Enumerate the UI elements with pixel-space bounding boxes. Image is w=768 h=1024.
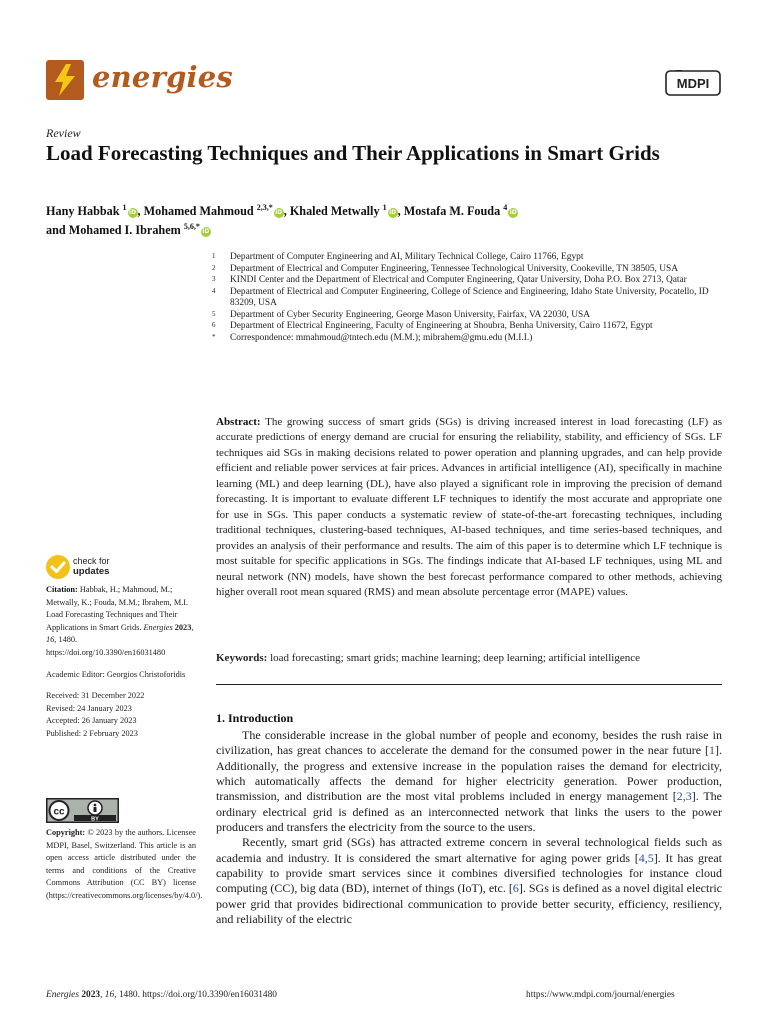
affiliation-item xyxy=(212,275,732,287)
orcid-icon[interactable]: iD xyxy=(202,228,210,236)
orcid-icon[interactable]: iD xyxy=(389,209,397,217)
affiliation-number: 4 xyxy=(212,286,216,295)
cc-by-license-icon[interactable] xyxy=(46,798,119,823)
updates-label: updates xyxy=(73,566,110,577)
energies-logo-icon xyxy=(46,60,84,100)
paragraph xyxy=(216,835,722,927)
author-affiliation-mark: 2,3,* xyxy=(256,203,273,212)
journal-name: energies xyxy=(92,60,233,94)
revised-date: Revised: 24 January 2023 xyxy=(46,703,132,713)
author-affiliation-mark: 5,6,* xyxy=(183,222,200,232)
keywords xyxy=(216,651,726,666)
mdpi-logo-icon xyxy=(665,70,721,96)
citation-text: Habbak, H.; Mahmoud, M.; Metwally, K.; Fouda, M.M.; Ibrahem, M.I. Load Forecasting Techniques and Their Applications in Smart Grids. xyxy=(46,585,189,632)
paragraph-text: ]. The ordinary electrical grid is defined as an interconnected network that links the users to the power producers and transfers the electricity from the source to the users. xyxy=(216,789,723,835)
paragraph-text: ]. SGs is defined as a novel digital electric power grid that provides bidirectional communication to provide better security, efficiency, resiliency, and reliability of the electric xyxy=(216,881,722,927)
keywords-text: load forecasting; smart grids; machine learning; deep learning; artificial intelligence xyxy=(270,652,640,664)
author-name[interactable]: Hany Habbak xyxy=(46,204,120,219)
copyright-label: Copyright: xyxy=(46,828,86,837)
citation-doi[interactable]: , 1480. https://doi.org/10.3390/en16031480 xyxy=(46,635,166,657)
section-heading: 1. Introduction xyxy=(216,711,294,725)
author-name[interactable]: Mostafa M. Fouda xyxy=(403,204,501,219)
paragraph-text: ]. It has great capability to provide smart services since it combines diversified technologies for instance cloud computing (CC), big data (BD), internet of things (IoT), etc. [ xyxy=(216,850,722,896)
affiliation-text: Department of Electrical and Computer Engineering, College of Science and Engineering, Idaho State University, Pocatello, ID 83209, USA xyxy=(230,286,709,308)
check-circle-icon xyxy=(46,555,70,579)
affiliation-text: Department of Electrical Engineering, Faculty of Engineering at Shoubra, Benha University, Cairo 11672, Egypt xyxy=(230,321,653,331)
received-date: Received: 31 December 2022 xyxy=(46,691,145,701)
check-for-updates-badge[interactable] xyxy=(46,555,166,579)
footer-doi[interactable]: , 1480. https://doi.org/10.3390/en16031480 xyxy=(114,990,277,1000)
author-connector: and xyxy=(46,223,66,238)
abstract xyxy=(216,415,722,600)
correspondence-item xyxy=(212,333,732,345)
affiliation-list xyxy=(212,252,732,344)
affiliation-number: 6 xyxy=(212,321,216,329)
author-name[interactable]: Khaled Metwally xyxy=(289,204,380,219)
citation-block: Citation: Habbak, H.; Mahmoud, M.; Metwally, K.; Fouda, M.M.; Ibrahem, M.I. Load Forecasting Techniques and Their Applications in Smart Grids. Energies 2023, 16, 1480. https://doi.org/10.3390/en16031480 xyxy=(46,585,194,657)
dates-block xyxy=(46,690,198,740)
accepted-date: Accepted: 26 January 2023 xyxy=(46,716,137,726)
abstract-label: Abstract: xyxy=(216,416,261,428)
introduction-body xyxy=(216,728,722,927)
orcid-icon[interactable]: iD xyxy=(509,209,517,217)
footer-journal-url[interactable]: https://www.mdpi.com/journal/energies xyxy=(526,990,675,1000)
citation-year: 2023 xyxy=(174,622,192,632)
footer-volume: 16 xyxy=(104,990,115,1000)
author-affiliation-mark: 4 xyxy=(503,203,508,212)
affiliation-item xyxy=(212,321,732,333)
paragraph xyxy=(216,728,722,835)
author-name[interactable]: Mohamed Mahmoud xyxy=(143,204,254,219)
copyright-text: © 2023 by the authors. Licensee MDPI, Basel, Switzerland. This article is an open access article distributed under the terms and conditions of the Creative Commons Attribution (CC BY) license (https://creativecommons.org/licenses/by/4.0/). xyxy=(46,828,203,900)
citation-journal: Energies xyxy=(143,622,173,632)
affiliation-number: 1 xyxy=(212,252,216,260)
affiliation-number: 5 xyxy=(212,309,216,318)
footer-citation: Energies 2023, 16, 1480. https://doi.org/10.3390/en16031480 xyxy=(46,990,277,1000)
affiliation-text: Department of Cyber Security Engineering, George Mason University, Fairfax, VA 22030, USA xyxy=(230,309,591,320)
paragraph-text: Recently, smart grid (SGs) has attracted extreme concern in several technological fields such as academia and industry. It is considered the smart alternative for aging power grids [ xyxy=(216,835,722,865)
author-affiliation-mark: 1 xyxy=(122,203,127,212)
sidebar xyxy=(46,584,198,750)
affiliation-item xyxy=(212,252,732,264)
reference-link[interactable]: 4,5 xyxy=(638,850,654,865)
check-for-label: check for xyxy=(73,556,110,566)
affiliation-number: * xyxy=(212,332,216,341)
reference-link[interactable]: 6 xyxy=(512,881,519,896)
citation-volume: 16 xyxy=(46,635,55,645)
divider xyxy=(216,684,722,685)
orcid-icon[interactable]: iD xyxy=(129,209,137,217)
correspondence-text[interactable]: Correspondence: mmahmoud@tntech.edu (M.M.); mibrahem@gmu.edu (M.I.I.) xyxy=(230,332,533,343)
article-title: Load Forecasting Techniques and Their Applications in Smart Grids xyxy=(46,141,660,165)
by-badge-text: BY xyxy=(91,816,99,823)
footer-journal: Energies xyxy=(46,990,79,1000)
article-type: Review xyxy=(46,126,81,140)
affiliation-item xyxy=(212,264,732,276)
affiliation-text: Department of Computer Engineering and AI, Military Technical College, Cairo 11766, Egypt xyxy=(230,252,584,262)
mdpi-logo-text: MDPI xyxy=(676,76,710,91)
author-name[interactable]: Mohamed I. Ibrahem xyxy=(68,223,181,238)
abstract-text: The growing success of smart grids (SGs) is driving increased interest in load forecasting (LF) as accurate predictions of energy demand are crucial for ensuring the reliability, stability, and efficiency of SGs. LF techniques aid SGs in making decisions related to power operation and planning upgrades, and can help provide efficient and reliable power services at fair prices. Advances in artificial intelligence (AI), specifically in machine learning (ML) and deep learning (DL), have also played a significant role in improving the precision of demand forecasting. It is important to evaluate different LF techniques to identify the most accurate and appropriate one for use in SGs. This paper conducts a systematic review of state-of-the-art forecasting techniques, including traditional techniques, clustering-based techniques, AI-based techniques, and time series-based techniques, and provides an analysis of their performance and results. The aim of this paper is to determine which LF technique is most suitable for specific applications in SGs. The findings indicate that AI-based LF techniques, using ML and neural network (NN) models, have shown the best forecast performance compared to other methods, achieving higher overall root mean squared (RMS) and mean absolute percentage error (MAPE) values. xyxy=(216,416,722,598)
footer-year: 2023 xyxy=(81,990,101,1000)
affiliation-number: 3 xyxy=(212,275,216,283)
affiliation-item xyxy=(212,310,732,322)
reference-link[interactable]: 1 xyxy=(709,743,715,758)
published-date: Published: 2 February 2023 xyxy=(46,728,138,738)
reference-link[interactable]: 2,3 xyxy=(676,789,692,804)
paragraph-text: ]. Additionally, the progress and extensive increase in the population raises the demand for electricity, which automatically affects the demand for higher electricity generation. Power production, transmission, and distribution are the most vital problems included in energy management [ xyxy=(216,743,722,804)
affiliation-number: 2 xyxy=(212,263,216,272)
cc-badge-text: cc xyxy=(53,806,65,818)
author-list: Hany Habbak $^1$iD, Mohamed Mahmoud $^{2,3,*}$iD, Khaled Metwally $^1$iD, Mostafa M. Fouda $^4$iD and Mohamed I. Ibrahem $^{5,6,*}$iD xyxy=(46,203,517,238)
author-affiliation-mark: 1 xyxy=(382,203,387,212)
citation-label: Citation: xyxy=(46,585,78,594)
affiliation-item xyxy=(212,287,732,310)
editor-block: Academic Editor: Georgios Christoforidis xyxy=(46,669,186,679)
paragraph-text: The considerable increase in the global number of people and economy, besides the rush raise in civilization, has great chances to accelerate the demand for the consumed power in the near future [ xyxy=(216,728,722,758)
keywords-label: Keywords: xyxy=(216,652,268,664)
orcid-icon[interactable]: iD xyxy=(275,209,283,217)
copyright-notice xyxy=(46,827,203,903)
affiliation-text: KINDI Center and the Department of Electrical and Computer Engineering, Qatar University, Doha P.O. Box 2713, Qatar xyxy=(230,275,687,285)
affiliation-text: Department of Electrical and Computer Engineering, Tennessee Technological University, Cookeville, TN 38505, USA xyxy=(230,263,678,274)
